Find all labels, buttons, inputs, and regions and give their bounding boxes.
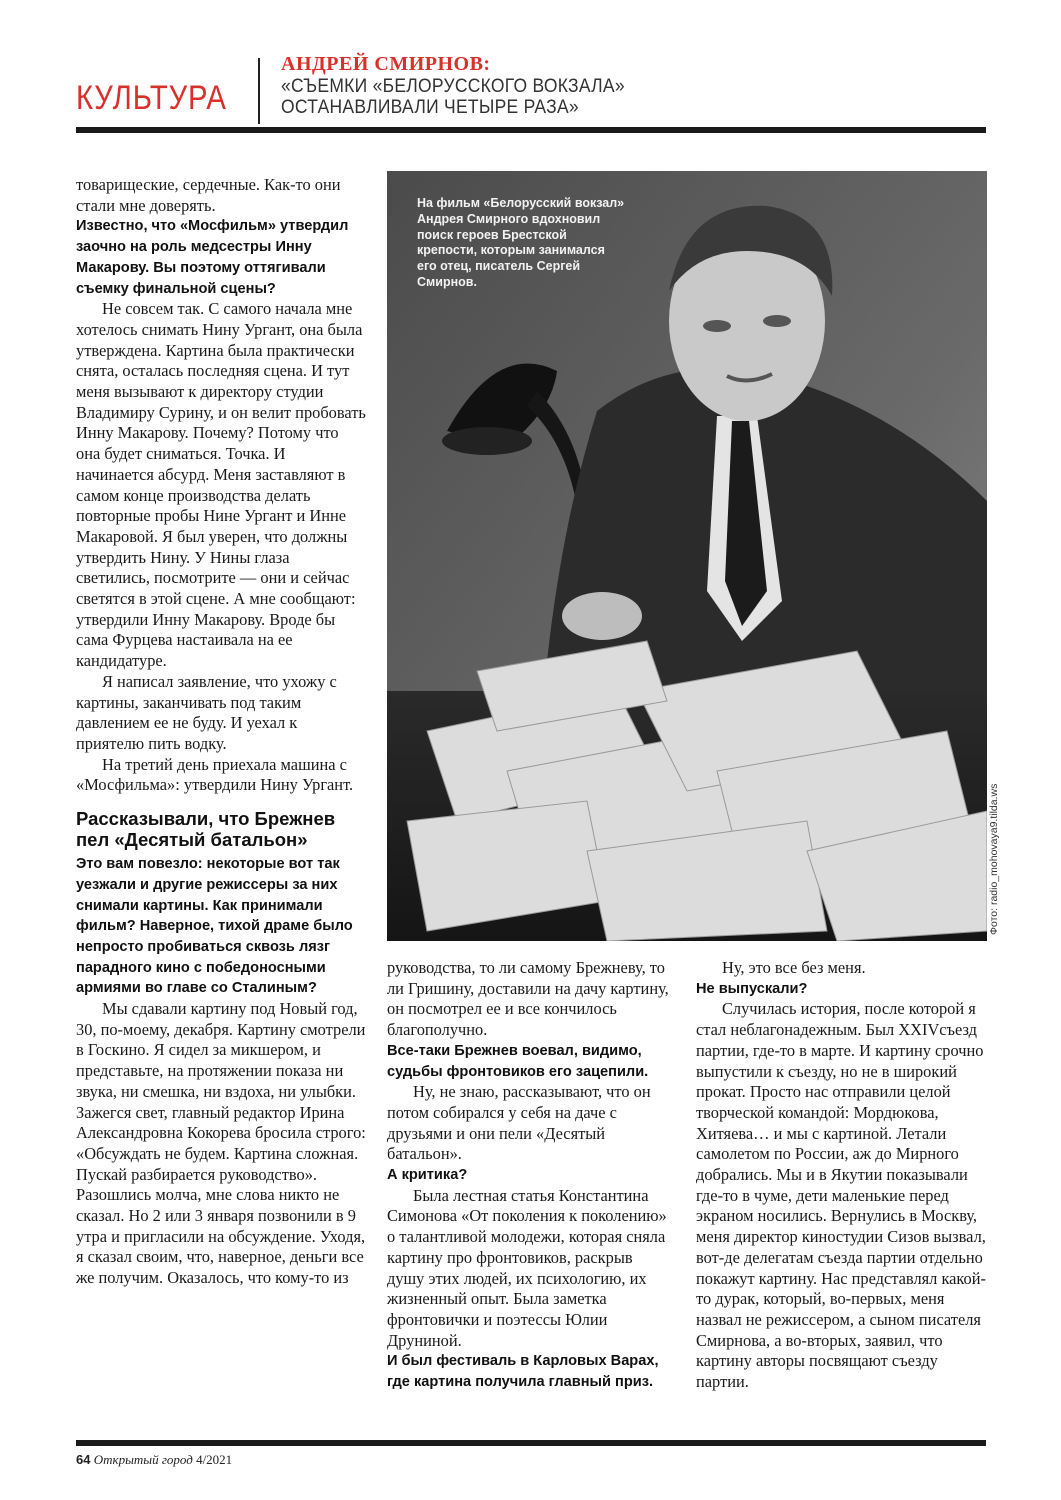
magazine-name: Открытый город	[93, 1452, 193, 1467]
issue-number: 4/2021	[196, 1452, 233, 1467]
interview-question: Все-таки Брежнев воевал, видимо, судьбы фронтовиков его зацепили.	[387, 1042, 649, 1080]
section-title: КУЛЬТУРА	[76, 79, 227, 117]
paragraph: Была лестная статья Константина Симонова «От поколения к поколению» о талантливой молодежи, которая сняла картину про фронтовиков, раскрыв душу этих людей, их психологию, их жизненный опыт. Была заметка фронтовички и поэтессы Юлии Друниной.	[387, 1185, 667, 1350]
interview-question: И был фестиваль в Карловых Варах, где картина получила главный приз.	[387, 1353, 659, 1391]
paragraph: товарищеские, сердечные. Как-то они стали мне доверять.	[76, 175, 341, 215]
footer-rule	[76, 1440, 986, 1446]
interview-question: Это вам повезло: некоторые вот так уезжали и другие режиссеры за них снимали картины. Как принимали фильм? Наверное, тихой драме было непросто пробиваться сквозь лязг парадного кино с победоносными армиями во главе со Сталиным?	[76, 856, 353, 997]
interview-question: Не выпускали?	[696, 980, 808, 997]
paragraph: Ну, это все без меня.	[722, 958, 866, 977]
paragraph: руководства, то ли самому Брежневу, то ли Гришину, доставили на дачу картину, он посмотрел ее и все кончилось благополучно.	[387, 958, 669, 1040]
paragraph: На третий день приехала машина с «Мосфильма»: утвердили Нину Ургант.	[76, 754, 354, 795]
headline-line-2: ОСТАНАВЛИВАЛИ ЧЕТЫРЕ РАЗА»	[281, 97, 579, 118]
interview-question: Известно, что «Мосфильм» утвердил заочно на роль медсестры Инну Макарову. Вы поэтому оттягивали съемку финальной сцены?	[76, 218, 349, 297]
text-column-1	[76, 175, 366, 1289]
page-footer	[76, 1452, 232, 1468]
page-number: 64	[76, 1452, 91, 1467]
paragraph: Мы сдавали картину под Новый год, 30, по-моему, декабря. Картину смотрели в Госкино. Я сидел за микшером, и представьте, на протяжении показа ни звука, ни смешка, ни вздоха, ни улыбки. Зажегся свет, главный редактор Ирина Александровна Кокорева бросила строго: «Обсуждать не будем. Картина сложная. Пускай разбирается руководство». Разошлись молча, мне слова никто не сказал. Но 2 или 3 января позвонили в 9 утра и пригласили на обсуждение. Уходя, я сказал своим, что, наверное, деньги все же получим. Оказалось, что кому-то из	[76, 999, 366, 1288]
paragraph: Не совсем так. С самого начала мне хотелось снимать Нину Ургант, она была утверждена. Картина была практически снята, осталась последняя сцена. И тут меня вызывают к директору студии Владимиру Сурину, и он велит пробовать Инну Макарову. Почему? Потому что она будет сниматься. Точка. И начинается абсурд. Меня заставляют в самом конце производства делать повторные пробы Нине Ургант и Инне Макаровой. Я был уверен, что должны утвердить Нину. У Нины глаза светились, посмотрите — они и сейчас светятся в этой сцене. А мне сообщают: утвердили Инну Макарову. Вроде бы сама Фурцева настаивала на ее кандидатуре.	[76, 299, 366, 671]
article-author-name: АНДРЕЙ СМИРНОВ:	[281, 53, 491, 75]
photo-caption: На фильм «Белорусский вокзал» Андрея Смирного вдохновил поиск героев Брестской крепости, которым занимался его отец, писатель Сергей Смирнов.	[417, 196, 625, 289]
text-column-2	[387, 958, 672, 1393]
photo-credit: Фото: radio_mohovaya9.tilda.ws	[988, 783, 1000, 935]
header-divider	[258, 58, 260, 124]
headline-line-1: «СЪЕМКИ «БЕЛОРУССКОГО ВОКЗАЛА»	[281, 76, 625, 97]
paragraph: Случилась история, после которой я стал неблагонадежным. Был XXIVсъезд партии, где-то в марте. И картину срочно выпустили к съезду, но не в широкий прокат. Просто нас отправили целой творческой командой: Мордюкова, Хитяева… и мы с картиной. Летали самолетом по России, аж до Мирного добрались. Мы и в Якутии показывали где-то в чуме, дети маленькие перед экраном носились. Вернулись в Москву, меня директор киностудии Сизов вызвал, вот-де делегатам съезда партии отдельно покажут картину. Нас представлял какой-то дурак, который, во-первых, меня назвал не режиссером, а сыном писателя Смирнова, а во-вторых, заявил, что картину авторы посвящают съезду партии.	[696, 999, 986, 1392]
text-column-3	[696, 958, 986, 1393]
paragraph: Ну, не знаю, рассказывают, что он потом собирался у себя на даче с друзьями и они пели «Десятый батальон».	[387, 1082, 651, 1164]
subheading: Рассказывали, что Брежнев пел «Десятый батальон»	[76, 808, 336, 851]
article-headline	[281, 76, 625, 118]
paragraph: Я написал заявление, что ухожу с картины, заканчивать под таким давлением ее не буду. И уехал к приятелю пить водку.	[76, 671, 337, 753]
header-rule	[76, 127, 986, 133]
interview-question: А критика?	[387, 1167, 468, 1184]
